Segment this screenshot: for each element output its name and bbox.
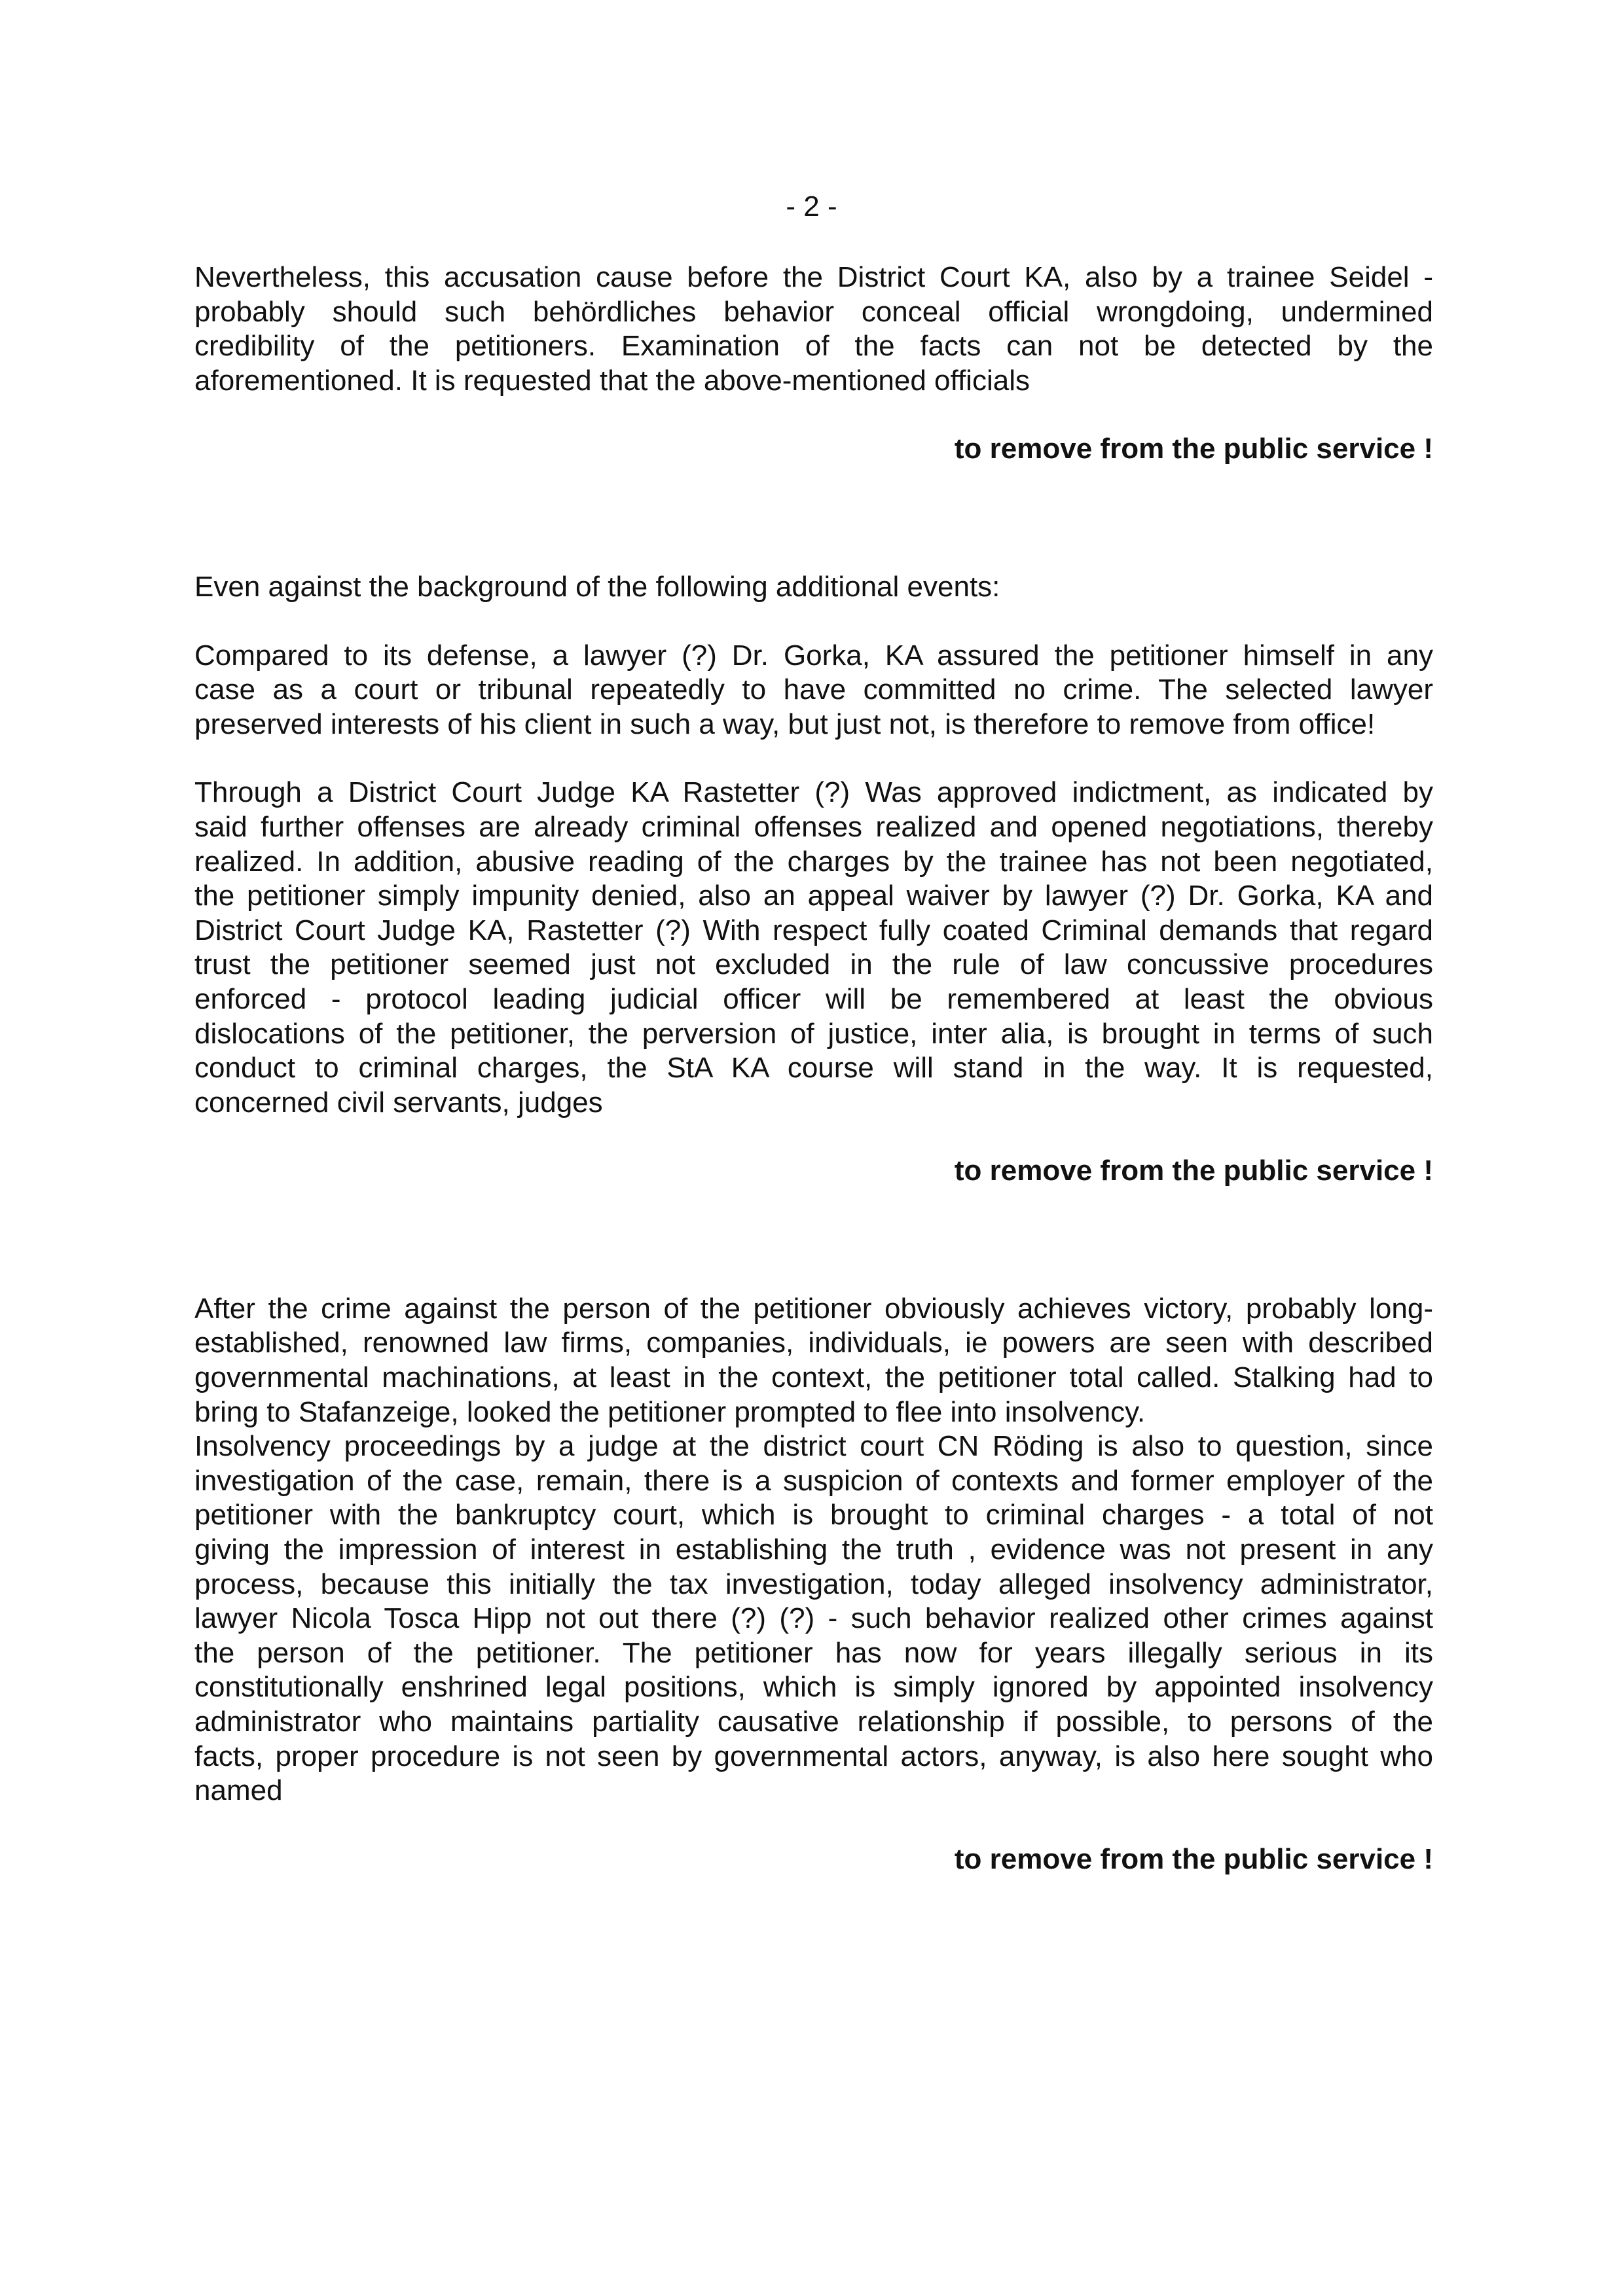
paragraph xyxy=(194,776,1433,1120)
paragraph xyxy=(194,1429,1433,1808)
text-line: the person of the petitioner. The petitioner has now for years illegally serious in its xyxy=(194,1636,1433,1669)
demand-statement: to remove from the public service ! xyxy=(954,1155,1433,1187)
text-line: named xyxy=(194,1774,283,1807)
text-line: giving the impression of interest in establishing the truth , evidence was not present in any xyxy=(194,1534,1433,1566)
text-line: governmental machinations, at least in the context, the petitioner total called. Stalking had to xyxy=(194,1361,1433,1394)
paragraph xyxy=(194,639,1433,742)
text-line: the petitioner simply impunity denied, also an appeal waiver by lawyer (?) Dr. Gorka, KA and xyxy=(194,880,1433,912)
text-line: case as a court or tribunal repeatedly to have committed no crime. The selected lawyer xyxy=(194,673,1433,706)
text-line: administrator who maintains partiality causative relationship if possible, to persons of the xyxy=(194,1706,1433,1738)
text-line: probably should such behördliches behavior conceal official wrongdoing, undermined xyxy=(194,295,1433,328)
text-line: enforced - protocol leading judicial officer will be remembered at least the obvious xyxy=(194,982,1433,1015)
text-line: said further offenses are already criminal offenses realized and opened negotiations, thereby xyxy=(194,810,1433,843)
text-line: Insolvency proceedings by a judge at the district court CN Röding is also to question, since xyxy=(194,1430,1433,1463)
text-line: concerned civil servants, judges xyxy=(194,1086,603,1119)
text-line: aforementioned. It is requested that the above-mentioned officials xyxy=(194,364,1030,397)
text-line: District Court Judge KA, Rastetter (?) With respect fully coated Criminal demands that regard xyxy=(194,914,1433,946)
text-line: petitioner with the bankruptcy court, which is brought to criminal charges - a total of not xyxy=(194,1499,1433,1532)
demand-statement: to remove from the public service ! xyxy=(954,1842,1433,1875)
text-line: realized. In addition, abusive reading of the charges by the trainee has not been negotiated, xyxy=(194,845,1433,878)
text-line: credibility of the petitioners. Examination of the facts can not be detected by the xyxy=(194,330,1433,363)
text-line: Compared to its defense, a lawyer (?) Dr. Gorka, KA assured the petitioner himself in any xyxy=(194,639,1433,672)
text-line: conduct to criminal charges, the StA KA course will stand in the way. It is requested, xyxy=(194,1052,1433,1085)
paragraph xyxy=(194,1292,1433,1429)
section-intro xyxy=(194,570,1433,605)
text-line: Even against the background of the following additional events: xyxy=(194,570,1000,603)
text-line: facts, proper procedure is not seen by governmental actors, anyway, is also here sought who xyxy=(194,1740,1433,1772)
text-line: constitutionally enshrined legal positions, which is simply ignored by appointed insolvency xyxy=(194,1671,1433,1704)
text-line: Through a District Court Judge KA Rastetter (?) Was approved indictment, as indicated by xyxy=(194,776,1433,809)
text-line: Nevertheless, this accusation cause before the District Court KA, also by a trainee Seidel - xyxy=(194,261,1433,293)
text-line: After the crime against the person of the petitioner obviously achieves victory, probably long- xyxy=(194,1292,1433,1325)
text-line: dislocations of the petitioner, the perversion of justice, inter alia, is brought in terms of such xyxy=(194,1017,1433,1050)
text-line: bring to Stafanzeige, looked the petitioner prompted to flee into insolvency. xyxy=(194,1395,1146,1428)
paragraph xyxy=(194,260,1433,398)
demand-statement: to remove from the public service ! xyxy=(954,433,1433,465)
text-line: preserved interests of his client in such a way, but just not, is therefore to remove from office! xyxy=(194,708,1376,740)
page-number: - 2 - xyxy=(786,190,837,223)
text-line: process, because this initially the tax investigation, today alleged insolvency administrator, xyxy=(194,1568,1433,1600)
text-line: trust the petitioner seemed just not excluded in the rule of law concussive procedures xyxy=(194,948,1433,981)
text-line: lawyer Nicola Tosca Hipp not out there (?) (?) - such behavior realized other crimes against xyxy=(194,1602,1433,1635)
text-line: investigation of the case, remain, there is a suspicion of contexts and former employer of the xyxy=(194,1464,1433,1497)
document-body xyxy=(194,260,1433,1876)
text-line: established, renowned law firms, companies, individuals, ie powers are seen with described xyxy=(194,1327,1433,1359)
